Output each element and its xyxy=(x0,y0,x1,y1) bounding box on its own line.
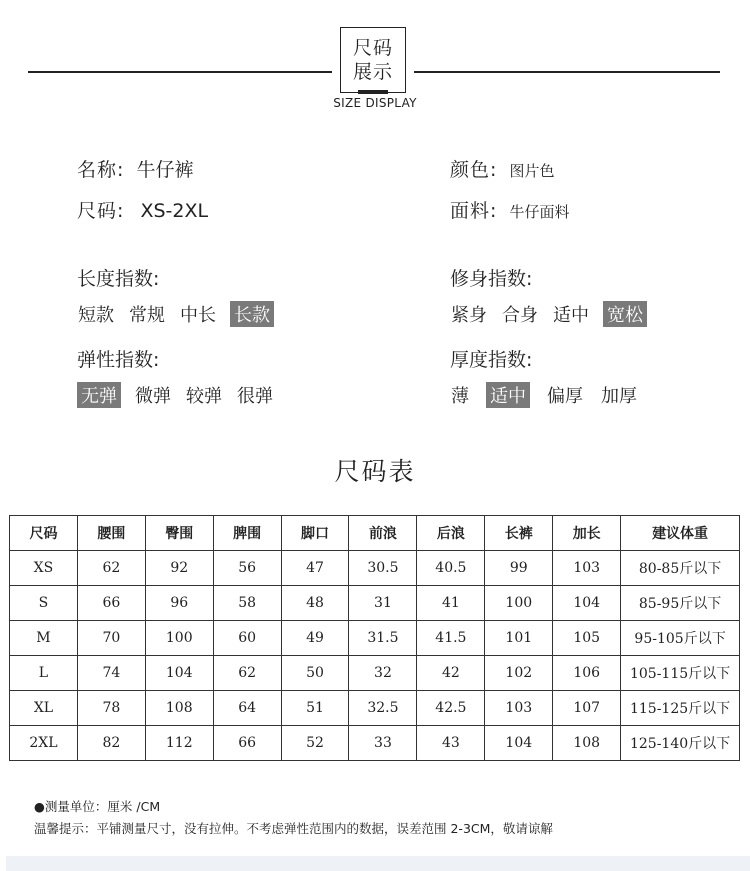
table-header: 长裤 xyxy=(485,516,553,551)
table-cell: 112 xyxy=(145,726,213,761)
table-cell: 103 xyxy=(485,691,553,726)
thickness-index-label: 厚度指数: xyxy=(450,349,533,371)
length-option-selected: 长款 xyxy=(230,301,274,327)
table-row xyxy=(10,656,740,691)
table-cell: 104 xyxy=(145,656,213,691)
thickness-option: 偏厚 xyxy=(547,386,583,407)
table-cell: 41.5 xyxy=(417,621,485,656)
product-color xyxy=(450,155,554,182)
fit-index-options xyxy=(450,301,647,327)
table-cell: 41 xyxy=(417,586,485,621)
header-title-box xyxy=(340,27,406,93)
table-cell: 43 xyxy=(417,726,485,761)
table-cell: 107 xyxy=(553,691,621,726)
product-size xyxy=(77,196,208,223)
table-cell: 99 xyxy=(485,551,553,586)
bottom-strip xyxy=(6,856,750,871)
warm-tip-note: 温馨提示：平铺测量尺寸，没有拉伸。不考虑弹性范围内的数据，误差范围 2-3CM，敬请谅解 xyxy=(34,821,553,836)
table-cell: 104 xyxy=(485,726,553,761)
header-title-line1: 尺码 xyxy=(352,37,393,59)
table-cell: 105-115斤以下 xyxy=(621,656,740,691)
table-header: 加长 xyxy=(553,516,621,551)
table-cell: 74 xyxy=(77,656,145,691)
product-name-value: 牛仔裤 xyxy=(136,159,194,181)
table-header: 脚口 xyxy=(281,516,349,551)
table-cell: 32.5 xyxy=(349,691,417,726)
table-header: 臀围 xyxy=(145,516,213,551)
table-cell: 125-140斤以下 xyxy=(621,726,740,761)
table-cell: 47 xyxy=(281,551,349,586)
table-header: 前浪 xyxy=(349,516,417,551)
header-subtitle: SIZE DISPLAY xyxy=(333,96,417,110)
table-header: 脾围 xyxy=(213,516,281,551)
product-color-label: 颜色: xyxy=(450,159,498,181)
table-cell: 105 xyxy=(553,621,621,656)
table-cell: 66 xyxy=(213,726,281,761)
table-cell: 104 xyxy=(553,586,621,621)
table-cell: XS xyxy=(10,551,78,586)
table-cell: 62 xyxy=(77,551,145,586)
table-cell: 100 xyxy=(145,621,213,656)
product-fabric-label: 面料: xyxy=(450,200,498,222)
table-cell: 92 xyxy=(145,551,213,586)
table-header: 尺码 xyxy=(10,516,78,551)
table-cell: 50 xyxy=(281,656,349,691)
table-cell: 32 xyxy=(349,656,417,691)
table-cell: 48 xyxy=(281,586,349,621)
table-cell: 96 xyxy=(145,586,213,621)
elastic-index-options xyxy=(77,382,274,408)
header-title-line2: 展示 xyxy=(352,61,393,83)
table-cell: 2XL xyxy=(10,726,78,761)
product-fabric xyxy=(450,196,569,223)
table-cell: 30.5 xyxy=(349,551,417,586)
thickness-index-options xyxy=(450,382,638,408)
fit-index-label: 修身指数: xyxy=(450,268,533,290)
elastic-option: 微弹 xyxy=(135,386,171,407)
table-row xyxy=(10,691,740,726)
fit-option: 紧身 xyxy=(451,305,487,326)
header-box-bar xyxy=(358,90,388,94)
product-name xyxy=(77,155,193,182)
length-option: 短款 xyxy=(78,305,114,326)
measure-unit-note: ●测量单位：厘米 /CM xyxy=(34,799,161,814)
table-cell: 52 xyxy=(281,726,349,761)
elastic-index-label: 弹性指数: xyxy=(77,349,160,371)
table-cell: L xyxy=(10,656,78,691)
fit-option: 合身 xyxy=(502,305,538,326)
table-cell: 60 xyxy=(213,621,281,656)
table-cell: 78 xyxy=(77,691,145,726)
size-table-header-row xyxy=(10,516,740,551)
table-header: 后浪 xyxy=(417,516,485,551)
table-header: 腰围 xyxy=(77,516,145,551)
table-cell: 115-125斤以下 xyxy=(621,691,740,726)
table-row xyxy=(10,551,740,586)
table-cell: 40.5 xyxy=(417,551,485,586)
table-row xyxy=(10,726,740,761)
size-table xyxy=(9,515,740,761)
table-header: 建议体重 xyxy=(621,516,740,551)
table-row xyxy=(10,586,740,621)
table-cell: 66 xyxy=(77,586,145,621)
elastic-option: 很弹 xyxy=(237,386,273,407)
table-cell: 31.5 xyxy=(349,621,417,656)
elastic-option-selected: 无弹 xyxy=(77,382,121,408)
thickness-option-selected: 适中 xyxy=(486,382,530,408)
table-cell: 31 xyxy=(349,586,417,621)
table-cell: 80-85斤以下 xyxy=(621,551,740,586)
table-cell: 100 xyxy=(485,586,553,621)
table-cell: 108 xyxy=(553,726,621,761)
table-cell: 70 xyxy=(77,621,145,656)
table-cell: 42.5 xyxy=(417,691,485,726)
table-cell: 49 xyxy=(281,621,349,656)
length-option: 中长 xyxy=(180,305,216,326)
table-cell: 95-105斤以下 xyxy=(621,621,740,656)
length-index-label: 长度指数: xyxy=(77,268,160,290)
table-cell: 103 xyxy=(553,551,621,586)
table-cell: 106 xyxy=(553,656,621,691)
table-cell: 33 xyxy=(349,726,417,761)
length-index-options xyxy=(77,301,274,327)
table-cell: XL xyxy=(10,691,78,726)
table-cell: 51 xyxy=(281,691,349,726)
length-option: 常规 xyxy=(129,305,165,326)
table-cell: 85-95斤以下 xyxy=(621,586,740,621)
fit-option-selected: 宽松 xyxy=(603,301,647,327)
table-cell: 64 xyxy=(213,691,281,726)
table-cell: 82 xyxy=(77,726,145,761)
elastic-option: 较弹 xyxy=(186,386,222,407)
product-size-label: 尺码: xyxy=(77,200,125,222)
header-line-right xyxy=(414,71,720,73)
thickness-option: 加厚 xyxy=(601,386,637,407)
table-cell: 102 xyxy=(485,656,553,691)
table-cell: M xyxy=(10,621,78,656)
size-table-title: 尺码表 xyxy=(334,457,416,486)
table-cell: 108 xyxy=(145,691,213,726)
table-cell: 62 xyxy=(213,656,281,691)
product-fabric-value: 牛仔面料 xyxy=(509,203,570,221)
fit-option: 适中 xyxy=(553,305,589,326)
product-color-value: 图片色 xyxy=(509,162,555,180)
table-cell: 42 xyxy=(417,656,485,691)
header-line-left xyxy=(28,71,332,73)
table-cell: S xyxy=(10,586,78,621)
table-row xyxy=(10,621,740,656)
product-size-value: XS-2XL xyxy=(140,200,209,222)
table-cell: 56 xyxy=(213,551,281,586)
table-cell: 101 xyxy=(485,621,553,656)
table-cell: 58 xyxy=(213,586,281,621)
thickness-option: 薄 xyxy=(451,386,469,407)
product-name-label: 名称: xyxy=(77,159,125,181)
